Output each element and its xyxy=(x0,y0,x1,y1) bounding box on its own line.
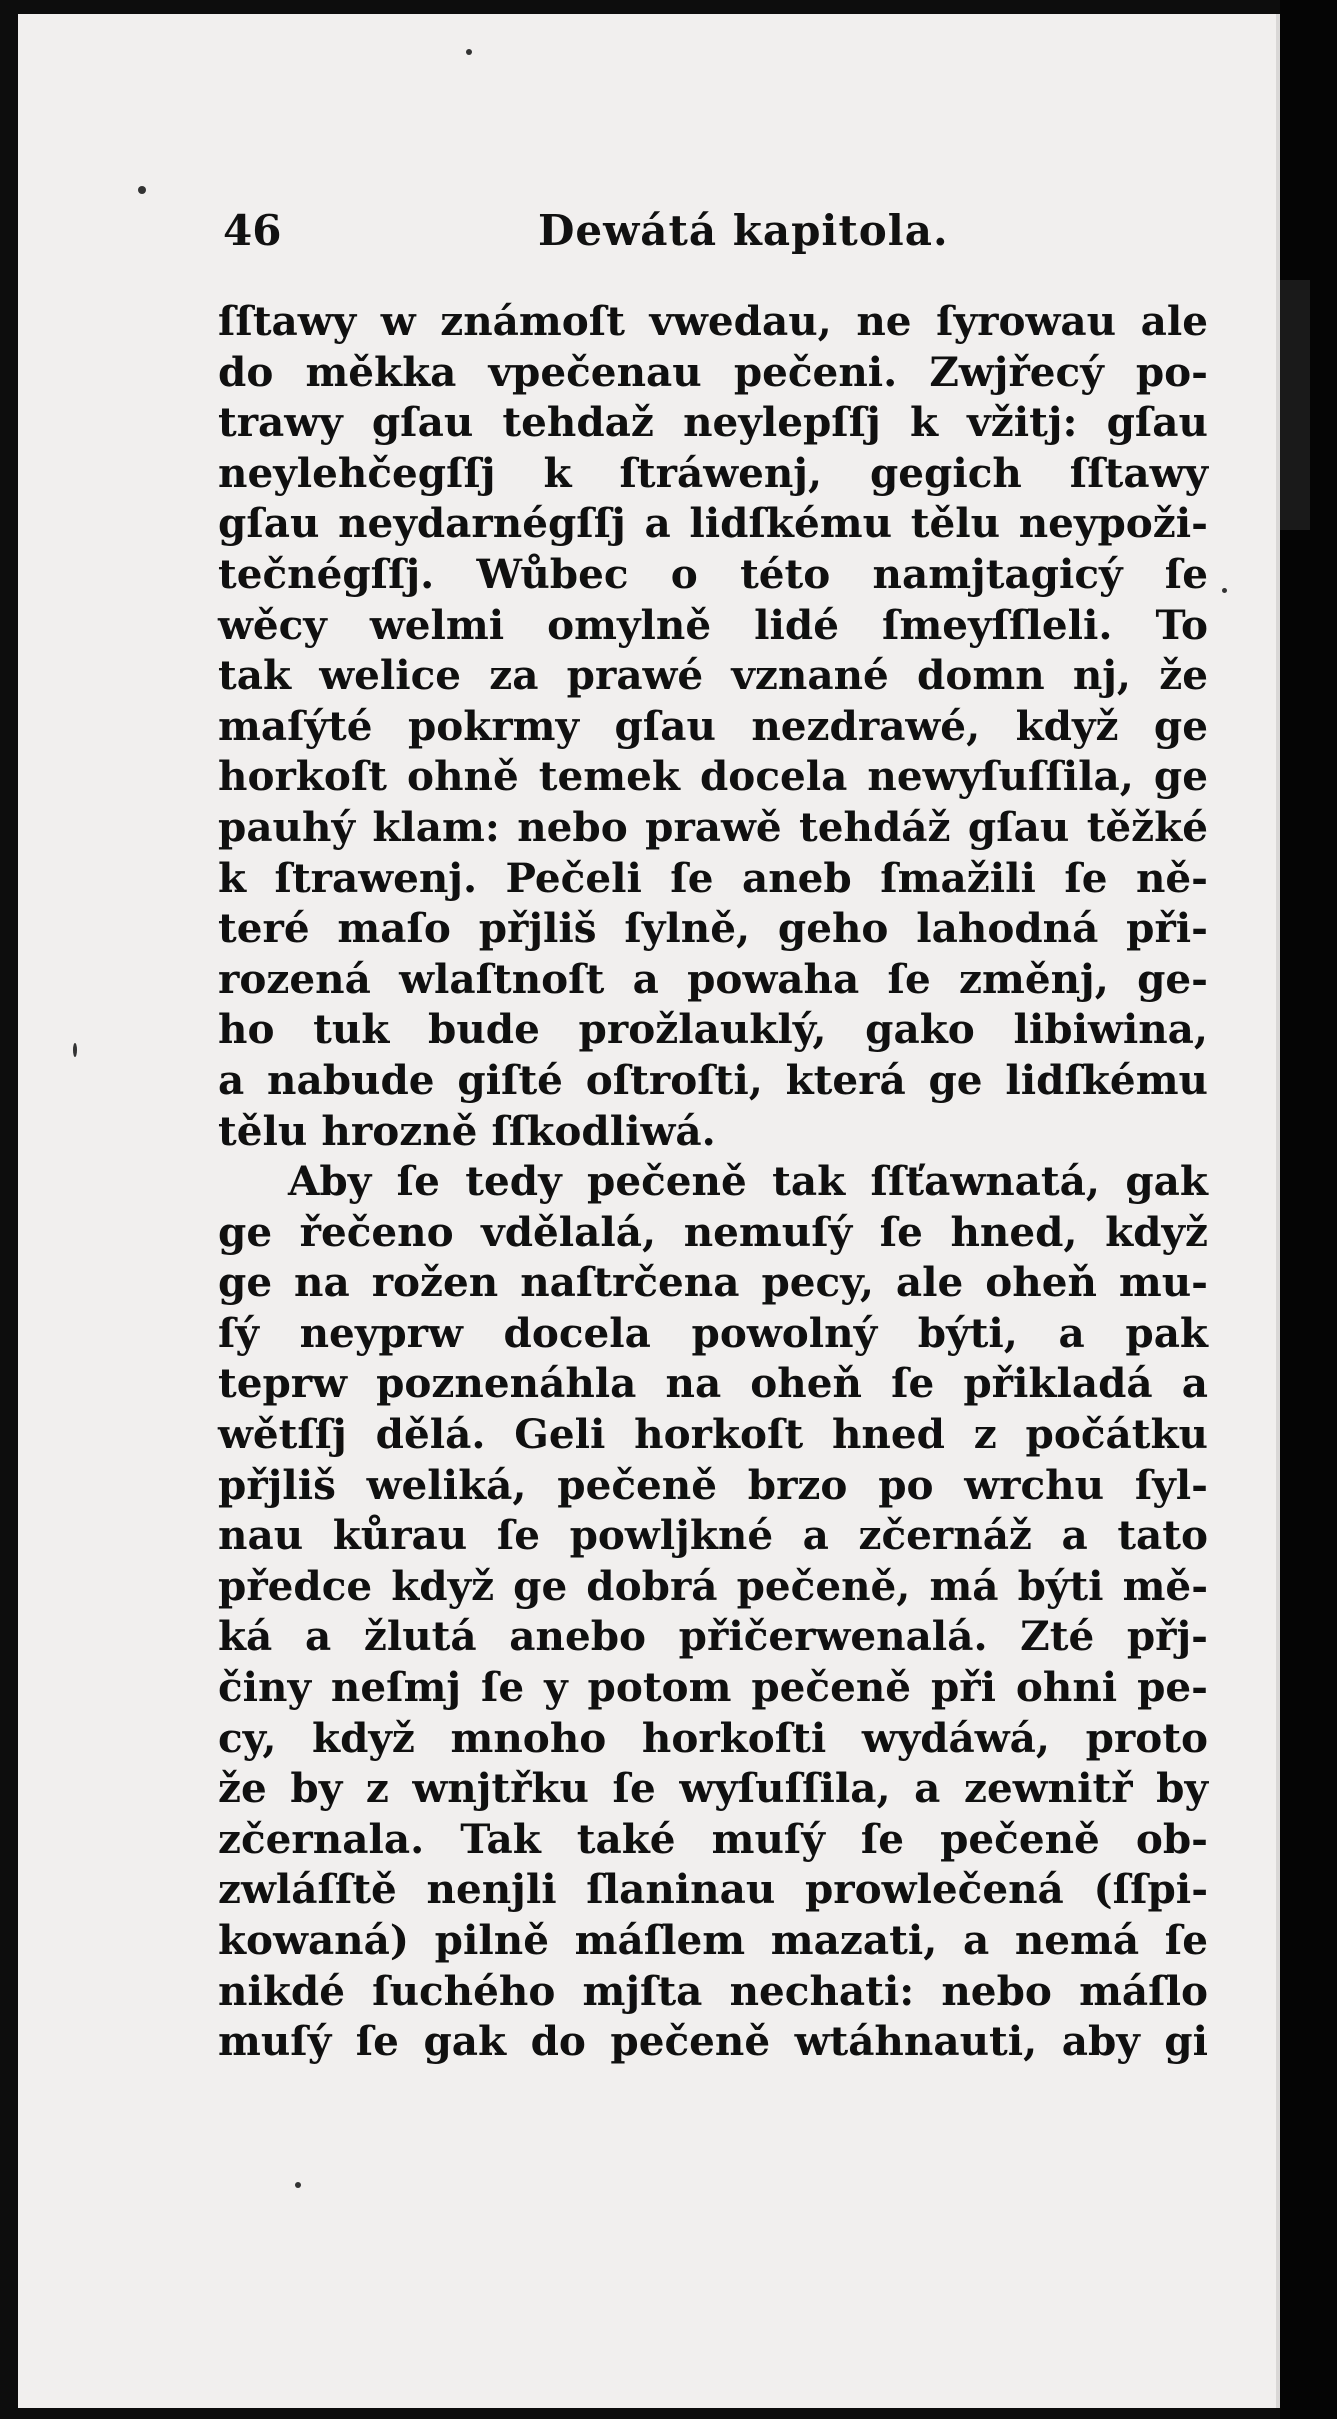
text-line: ho tuk bude prožlauklý, gako libiwina, xyxy=(218,1005,1208,1054)
text-line: zwláſſtě nenjli ſlaninau prowlečená (ſſpi- xyxy=(218,1865,1208,1914)
text-line: cy, když mnoho horkoſti wydáwá, proto xyxy=(218,1713,1208,1762)
text-line: ge řečeno vdělalá, nemuſý ſe hned, když xyxy=(218,1207,1208,1256)
text-line: činy neſmj ſe y potom pečeně při ohni pe- xyxy=(218,1663,1208,1712)
text-line: kowaná) pilně máſlem mazati, a nemá ſe xyxy=(218,1916,1208,1964)
paper-speck xyxy=(138,186,146,194)
text-line: neylehčegſſj k ſtráwenj, gegich ſſtawy xyxy=(218,448,1208,497)
text-line: wěcy welmi omylně lidé ſmeyſſleli. To xyxy=(218,600,1208,649)
text-line: teprw poznenáhla na oheň ſe přikladá a xyxy=(218,1359,1208,1408)
text-line: a nabude giſté oſtroſti, která ge lidſkému xyxy=(218,1055,1208,1104)
text-line: wětſſj dělá. Geli horkoſt hned z počátku xyxy=(218,1410,1208,1459)
text-line: rozená wlaſtnoſt a powaha ſe změnj, ge- xyxy=(218,954,1208,1003)
text-line: Aby ſe tedy pečeně tak ſſťawnatá, gak xyxy=(288,1157,1208,1206)
text-line: ſý neyprw docela powolný býti, a pak xyxy=(218,1308,1208,1357)
text-line: muſý ſe gak do pečeně wtáhnauti, aby gi xyxy=(218,2017,1208,2066)
text-line: nau kůrau ſe powljkné a zčernáž a tato xyxy=(218,1511,1208,1560)
text-line: ge na rožen naſtrčena pecy, ale oheň mu- xyxy=(218,1258,1208,1307)
text-line: teré maſo přjliš ſylně, geho lahodná při- xyxy=(218,904,1208,953)
text-line: horkoſt ohně temek docela newyſuſſila, ge xyxy=(218,752,1208,801)
text-line: ká a žlutá anebo přičerwenalá. Zté přj- xyxy=(218,1612,1208,1661)
text-line: k ſtrawenj. Pečeli ſe aneb ſmažili ſe ně- xyxy=(218,853,1208,902)
text-line: maſýté pokrmy gſau nezdrawé, když ge xyxy=(218,701,1208,750)
text-line: ſſtawy w známoſt vwedau, ne ſyrowau ale xyxy=(218,297,1208,345)
paper-speck xyxy=(73,1043,77,1057)
text-line: že by z wnjtřku ſe wyſuſſila, a zewnitř by xyxy=(218,1764,1208,1813)
paragraph-1 xyxy=(218,296,1208,1156)
text-line: do měkka vpečenau pečeni. Zwjřecý po- xyxy=(218,347,1208,396)
page-header xyxy=(223,206,1203,266)
paper-speck xyxy=(466,49,472,55)
text-line: zčernala. Tak také muſý ſe pečeně ob- xyxy=(218,1814,1208,1863)
main-text-block xyxy=(218,296,1208,2067)
text-line: přjliš weliká, pečeně brzo po wrchu ſyl- xyxy=(218,1460,1208,1509)
text-line: předce když ge dobrá pečeně, má býti mě- xyxy=(218,1561,1208,1610)
text-line: tak welice za prawé vznané domn nj, že xyxy=(218,651,1208,700)
scan-right-strip xyxy=(1280,280,1310,530)
text-line: tělu hrozně ſſkodliwá. xyxy=(218,1106,716,1155)
page-number: 46 xyxy=(223,206,282,255)
paper-speck xyxy=(295,2182,301,2188)
running-head-chapter-title: Dewátá kapitola. xyxy=(538,206,949,255)
paper-speck xyxy=(1222,588,1227,593)
paragraph-2 xyxy=(218,1156,1208,2067)
text-line: pauhý klam: nebo prawě tehdáž gſau těžké xyxy=(218,802,1208,851)
book-page xyxy=(18,14,1282,2408)
text-line: nikdé ſuchého mjſta nechati: nebo máſlo xyxy=(218,1966,1208,2015)
text-line: tečnégſſj. Wůbec o této namjtagicý ſe xyxy=(218,549,1208,598)
text-line: gſau neydarnégſſj a lidſkému tělu neypoži- xyxy=(218,499,1208,548)
text-line: trawy gſau tehdaž neylepſſj k vžitj: gſau xyxy=(218,398,1208,447)
